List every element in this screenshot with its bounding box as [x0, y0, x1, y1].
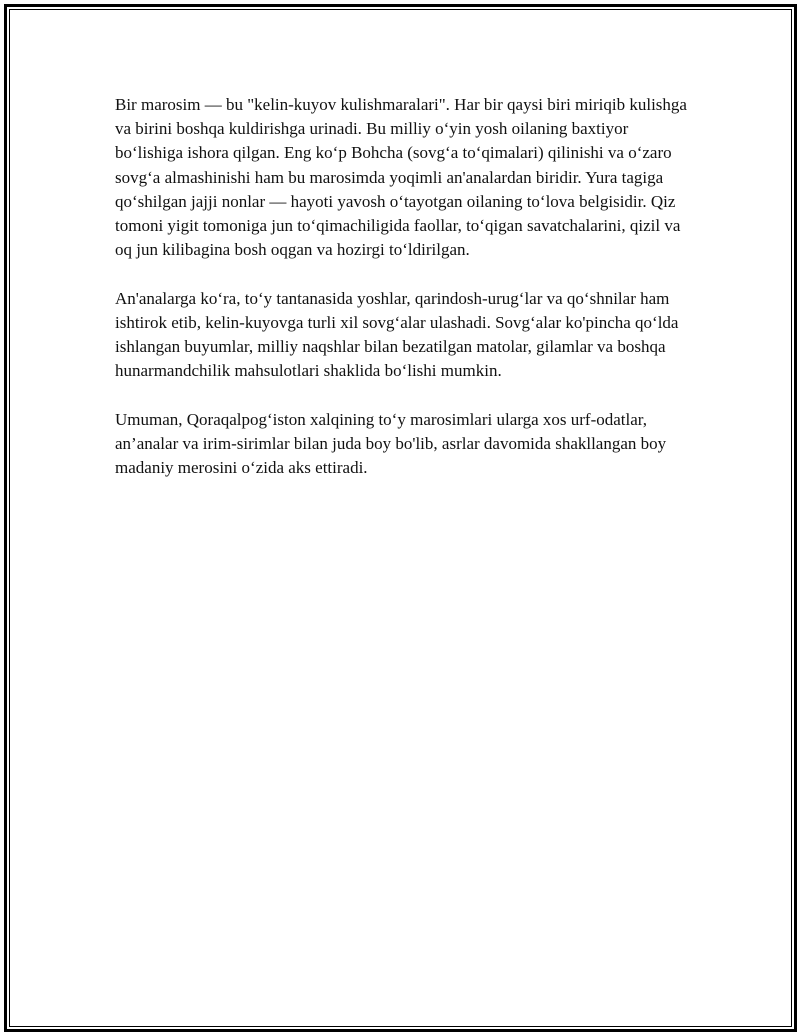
- paragraph-wedding-gifts: An'analarga ko‘ra, to‘y tantanasida yoshlar, qarindosh-urug‘lar va qo‘shnilar ham ishtirok etib, kelin-kuyovga turli xil sovg‘alar ulashadi. Sovg‘alar ko'pincha qo‘lda ishlangan buyumlar, milliy naqshlar bilan bezatilgan matolar, gilamlar va boshqa hunarmandchilik mahsulotlari shaklida bo‘lishi mumkin.: [115, 288, 679, 381]
- paragraph-wedding-games: Bir marosim — bu "kelin-kuyov kulishmaralari". Har bir qaysi biri miriqib kulishga va birini boshqa kuldirishga urinadi. Bu milliy o‘yin yosh oilaning baxtiyor bo‘lishiga ishora qilgan. Eng ko‘p Bohcha (sovg‘a to‘qimalari) qilinishi va o‘zaro sovg‘a almashinishi ham bu marosimda yoqimli an'analardan biridir. Yura tagiga qo‘shilgan jajji nonlar — hayoti yavosh o‘tayotgan oilaning to‘lova belgisidir. Qiz tomoni yigit tomoniga jun to‘qimachiligida faollar, to‘qigan savatchalarini, qizil va oq jun kilibagina bosh oqgan va hozirgi to‘ldirilgan.: [115, 95, 687, 260]
- document-body: [115, 93, 695, 504]
- paragraph-conclusion: Umuman, Qoraqalpog‘iston xalqining to‘y marosimlari ularga xos urf-odatlar, an’analar va irim-sirimlar bilan juda boy bo'lib, asrlar davomida shakllangan boy madaniy merosini o‘zida aks ettiradi.: [115, 409, 667, 478]
